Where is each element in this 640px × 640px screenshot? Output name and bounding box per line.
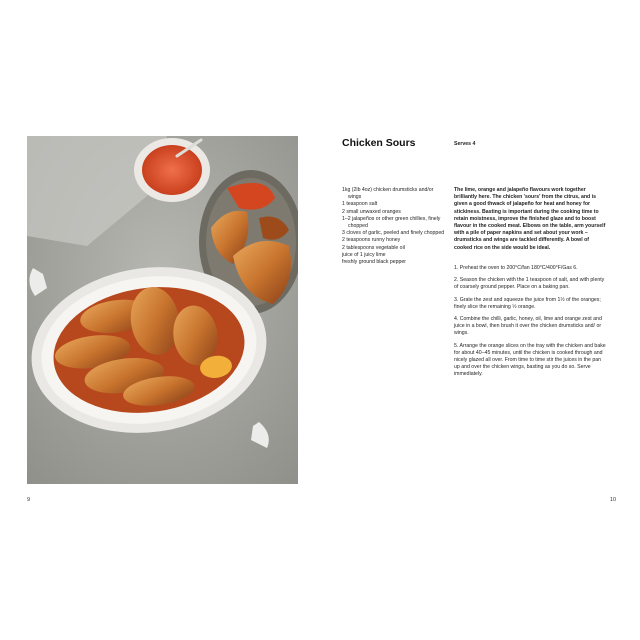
ingredient-item: freshly ground black pepper bbox=[342, 259, 407, 266]
method-step: 5. Arrange the orange slices on the tray with the chicken and bake for about 40–45 minutes, until the chicken is cooked through and nicely glazed all over. From time to time stir the juices in the pan up and over the chicken wings, basting as you do so. Serve immediately. bbox=[454, 342, 606, 378]
ingredient-item: 1 teaspoon salt bbox=[342, 201, 378, 208]
ingredient-item: 2 tablespoons vegetable oil bbox=[342, 244, 405, 251]
page-number-right: 10 bbox=[610, 497, 617, 503]
ingredient-item: 1kg (2lb 4oz) chicken drumsticks and/or wings bbox=[342, 187, 434, 201]
method-step: 3. Grate the zest and squeeze the juice from 1½ of the oranges; finely slice the remaining ½ orange. bbox=[454, 296, 601, 310]
ingredient-item: juice of 1 juicy lime bbox=[342, 251, 386, 258]
serves-label: Serves 4 bbox=[454, 141, 476, 147]
method-step: 4. Combine the chilli, garlic, honey, oil, lime and orange zest and juice in a bowl, then brush it over the chicken drumsticks and/ or wings. bbox=[454, 316, 602, 337]
recipe-intro: The lime, orange and jalapeño flavours work together brilliantly here. The chicken 'sours' from the citrus, and is given a good thwack of jalapeño for heat and honey for stickiness. Basting is important during the cooking time to retain moistness, improve the finished glaze and to boost flavour in the cooked meat. Elbows on the table, arm yourself with a pile of paper napkins and set about your work – drumsticks and wings are tackled differently. A bowl of cooked rice on the side would be ideal. bbox=[454, 187, 606, 251]
ingredient-item: 2 small unwaxed oranges bbox=[342, 208, 401, 215]
method-step: 2. Season the chicken with the 1 teaspoon of salt, and with plenty of coarsely ground pepper. Place on a baking pan. bbox=[454, 277, 605, 291]
ingredient-list bbox=[342, 187, 447, 266]
recipe-title: Chicken Sours bbox=[342, 137, 416, 149]
recipe-photo bbox=[27, 136, 298, 484]
ingredient-item: 3 cloves of garlic, peeled and finely chopped bbox=[342, 230, 445, 237]
page-number-left: 9 bbox=[27, 497, 31, 503]
method-steps bbox=[454, 265, 608, 384]
ingredient-item: 1–2 jalapeños or other green chillies, finely chopped bbox=[342, 215, 441, 230]
method-step: 1. Preheat the oven to 200°C/fan 180°C/400°F/Gas 6. bbox=[454, 265, 578, 271]
ingredient-item: 2 teaspoons runny honey bbox=[342, 237, 401, 244]
